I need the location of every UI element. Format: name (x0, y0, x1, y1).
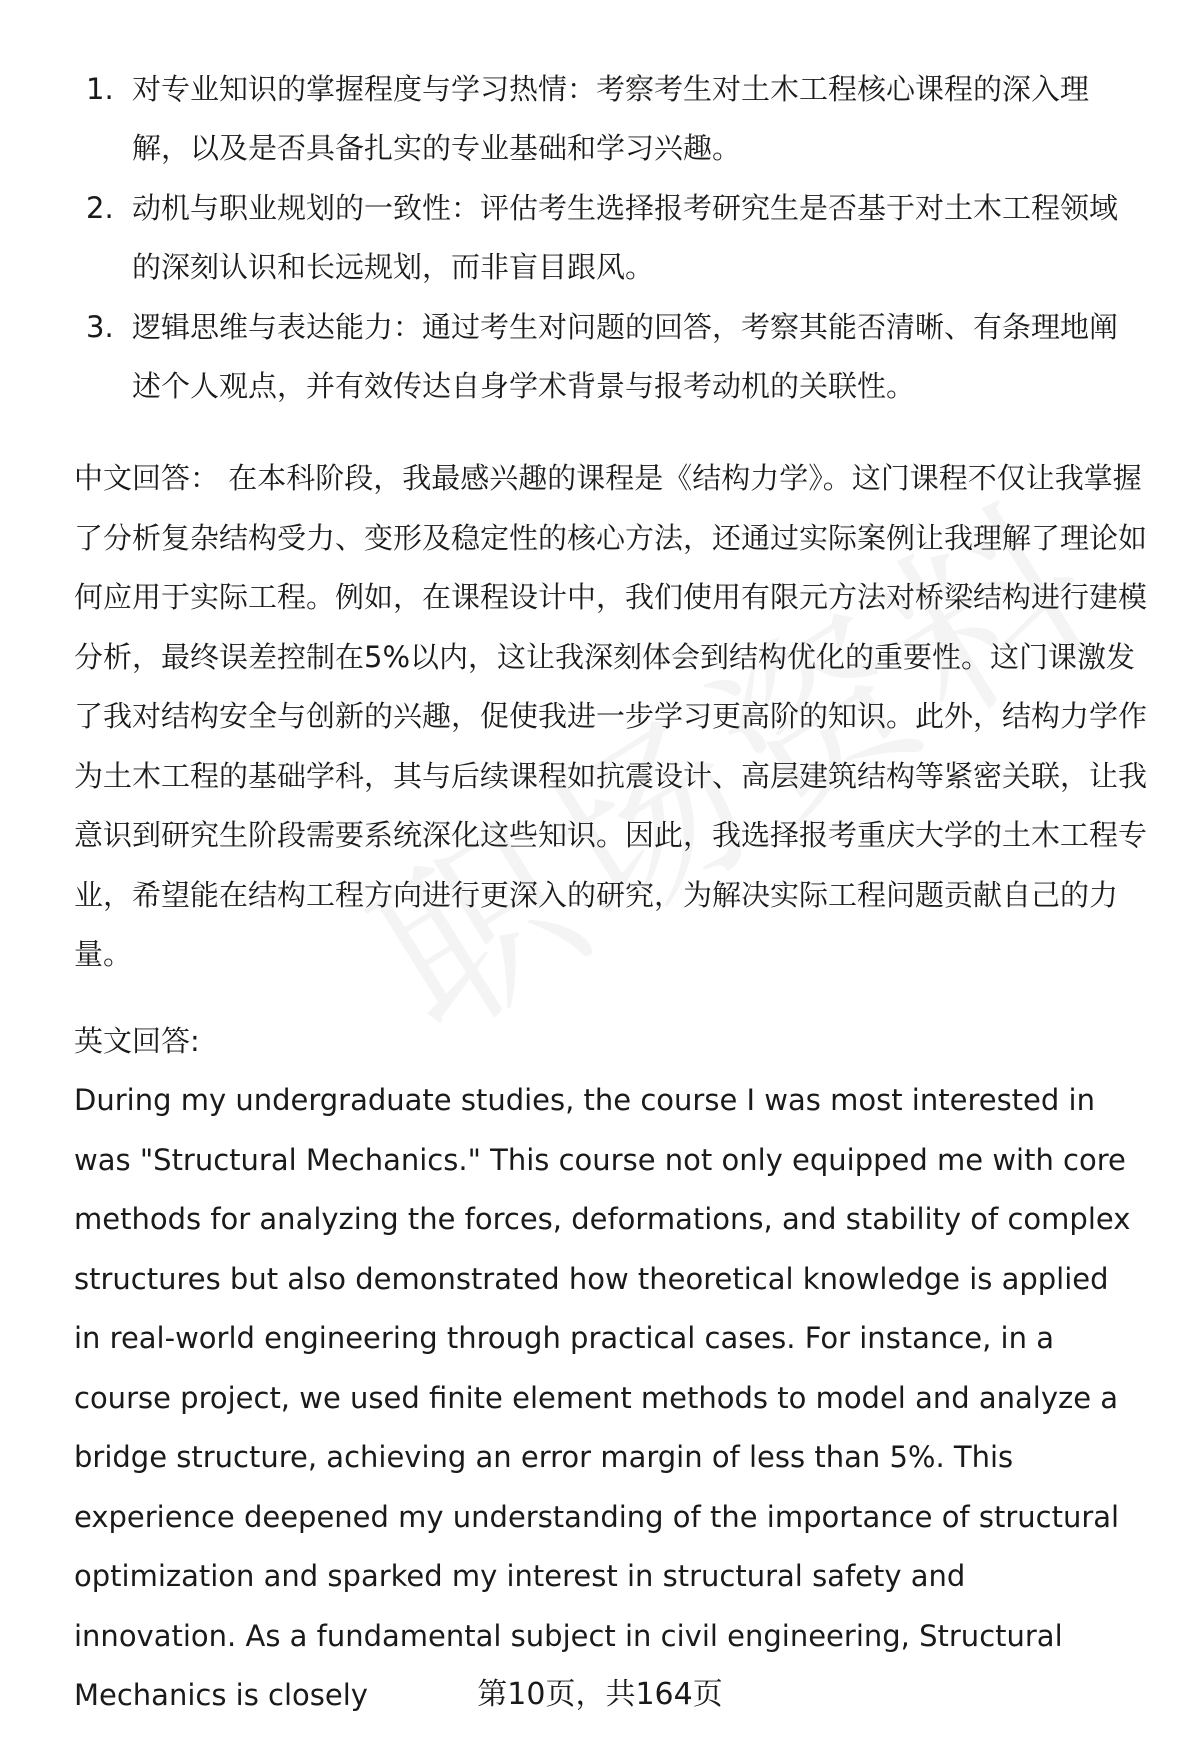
list-item (86, 298, 1146, 416)
page-number-footer: 第10页，共164页 (477, 1677, 723, 1712)
list-item (86, 179, 1146, 297)
list-item-number: 1. (86, 72, 114, 106)
chinese-answer-paragraph: 中文回答： 在本科阶段，我最感兴趣的课程是《结构力学》。这门课程不仅让我掌握了分析复杂结构受力、变形及稳定性的核心方法，还通过实际案例让我理解了理论如何应用于实际工程。例如，在课程设计中，我们使用有限元方法对桥梁结构进行建模分析，最终误差控制在5%以内，这让我深刻体会到结构优化的重要性。这门课激发了我对结构安全与创新的兴趣，促使我进一步学习更高阶的知识。此外，结构力学作为土木工程的基础学科，其与后续课程如抗震设计、高层建筑结构等紧密关联，让我意识到研究生阶段需要系统深化这些知识。因此，我选择报考重庆大学的土木工程专业，希望能在结构工程方向进行更深入的研究，为解决实际工程问题贡献自己的力量。 (74, 461, 1148, 971)
list-item-number: 3. (86, 310, 114, 344)
criteria-list (86, 60, 1146, 417)
list-item (86, 60, 1146, 178)
list-item-text: 逻辑思维与表达能力：通过考生对问题的回答，考察其能否清晰、有条理地阐述个人观点，并有效传达自身学术背景与报考动机的关联性。 (132, 310, 1119, 403)
list-item-text: 动机与职业规划的一致性：评估考生选择报考研究生是否基于对土木工程领域的深刻认识和长远规划，而非盲目跟风。 (132, 191, 1119, 284)
list-item-text: 对专业知识的掌握程度与学习热情：考察考生对土木工程核心课程的深入理解，以及是否具备扎实的专业基础和学习兴趣。 (132, 72, 1090, 165)
english-answer-label: 英文回答: (74, 1024, 200, 1058)
list-item-number: 2. (86, 191, 114, 225)
english-answer-paragraph: During my undergraduate studies, the course I was most interested in was "Structural Mechanics." This course not only equipped me with core methods for analyzing the forces, deformations, and stability of complex structures but also demonstrated how theoretical knowledge is applied in real-world engineering through practical cases. For instance, in a course project, we used finite element methods to model and analyze a bridge structure, achieving an error margin of less than 5%. This experience deepened my understanding of the importance of structural optimization and sparked my interest in structural safety and innovation. As a fundamental subject in civil engineering, Structural Mechanics is closely (74, 1083, 1131, 1712)
